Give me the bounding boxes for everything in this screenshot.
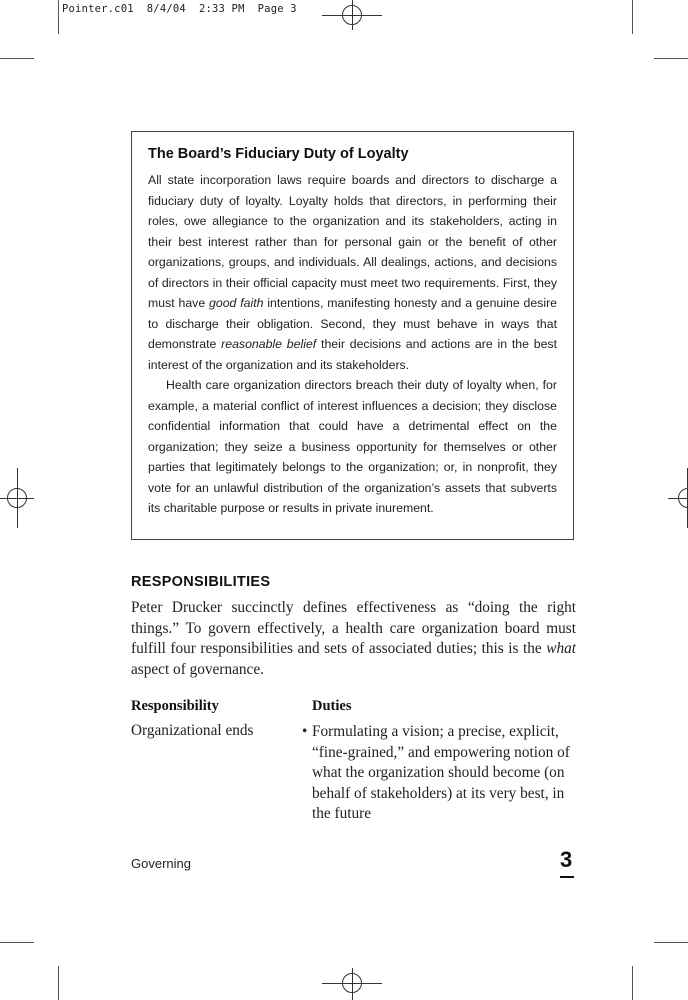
sidebar-paragraph: Health care organization directors breach their duty of loyalty when, for example, a material conflict of interest influences a decision; they disclose confidential information that could have a detrimental effect on the organization; they seize a business opportunity for themselves or other parties that legitimately belongs to the organization; or, in nonprofit, they vote for an unlawful distribution of the organization’s assets that subverts its charitable purpose or results in private inurement. xyxy=(148,378,557,515)
crop-mark xyxy=(0,58,34,59)
body-paragraph: Peter Drucker succinctly defines effectiveness as “doing the right things.” To govern effectively, a health care organization board must fulfill four responsibilities and sets of associated duties; this is the what aspect of governance. xyxy=(131,599,576,678)
crop-mark xyxy=(654,58,688,59)
emphasis: good faith xyxy=(209,296,264,310)
duty-text: Formulating a vision; a precise, explicit, “fine-grained,” and empowering notion of what the organization should become (on behalf of stakeholders) at its very best, in the future xyxy=(312,723,570,822)
page-number-rule xyxy=(560,876,574,878)
crop-mark xyxy=(632,966,633,1000)
running-footer: Governing xyxy=(131,856,191,871)
emphasis: what xyxy=(546,640,576,657)
page-number: 3 xyxy=(560,847,573,872)
column-header-duties: Duties xyxy=(312,698,352,714)
emphasis: reasonable belief xyxy=(221,337,317,351)
crop-mark xyxy=(632,0,633,34)
section-heading: RESPONSIBILITIES xyxy=(131,574,271,590)
duty-cell xyxy=(302,722,572,825)
print-slug: Pointer.c01 8/4/04 2:33 PM Page 3 xyxy=(62,3,297,15)
bullet-icon: • xyxy=(302,723,308,740)
crop-mark xyxy=(58,966,59,1000)
crop-mark xyxy=(0,942,34,943)
column-header-responsibility: Responsibility xyxy=(131,698,219,714)
crop-mark xyxy=(58,0,59,34)
sidebar-paragraph: All state incorporation laws require boards and directors to discharge a fiduciary duty of loyalty. Loyalty holds that directors, in performing their roles, owe allegiance to the organization and its stakeholders, acting in their best interest rather than for personal gain or the benefit of other organizations, groups, and individuals. All dealings, actions, and decisions of directors in their official capacity must meet two requirements. First, they must have good faith intentions, manifesting honesty and a genuine desire to discharge their obligation. Second, they must behave in ways that demonstrate reasonable belief their decisions and actions are in the best interest of the organization and its stakeholders. xyxy=(148,173,558,372)
responsibility-cell: Organizational ends xyxy=(131,722,254,739)
sidebar-title: The Board’s Fiduciary Duty of Loyalty xyxy=(148,146,409,162)
sidebar-box xyxy=(131,131,574,540)
crop-mark xyxy=(654,942,688,943)
